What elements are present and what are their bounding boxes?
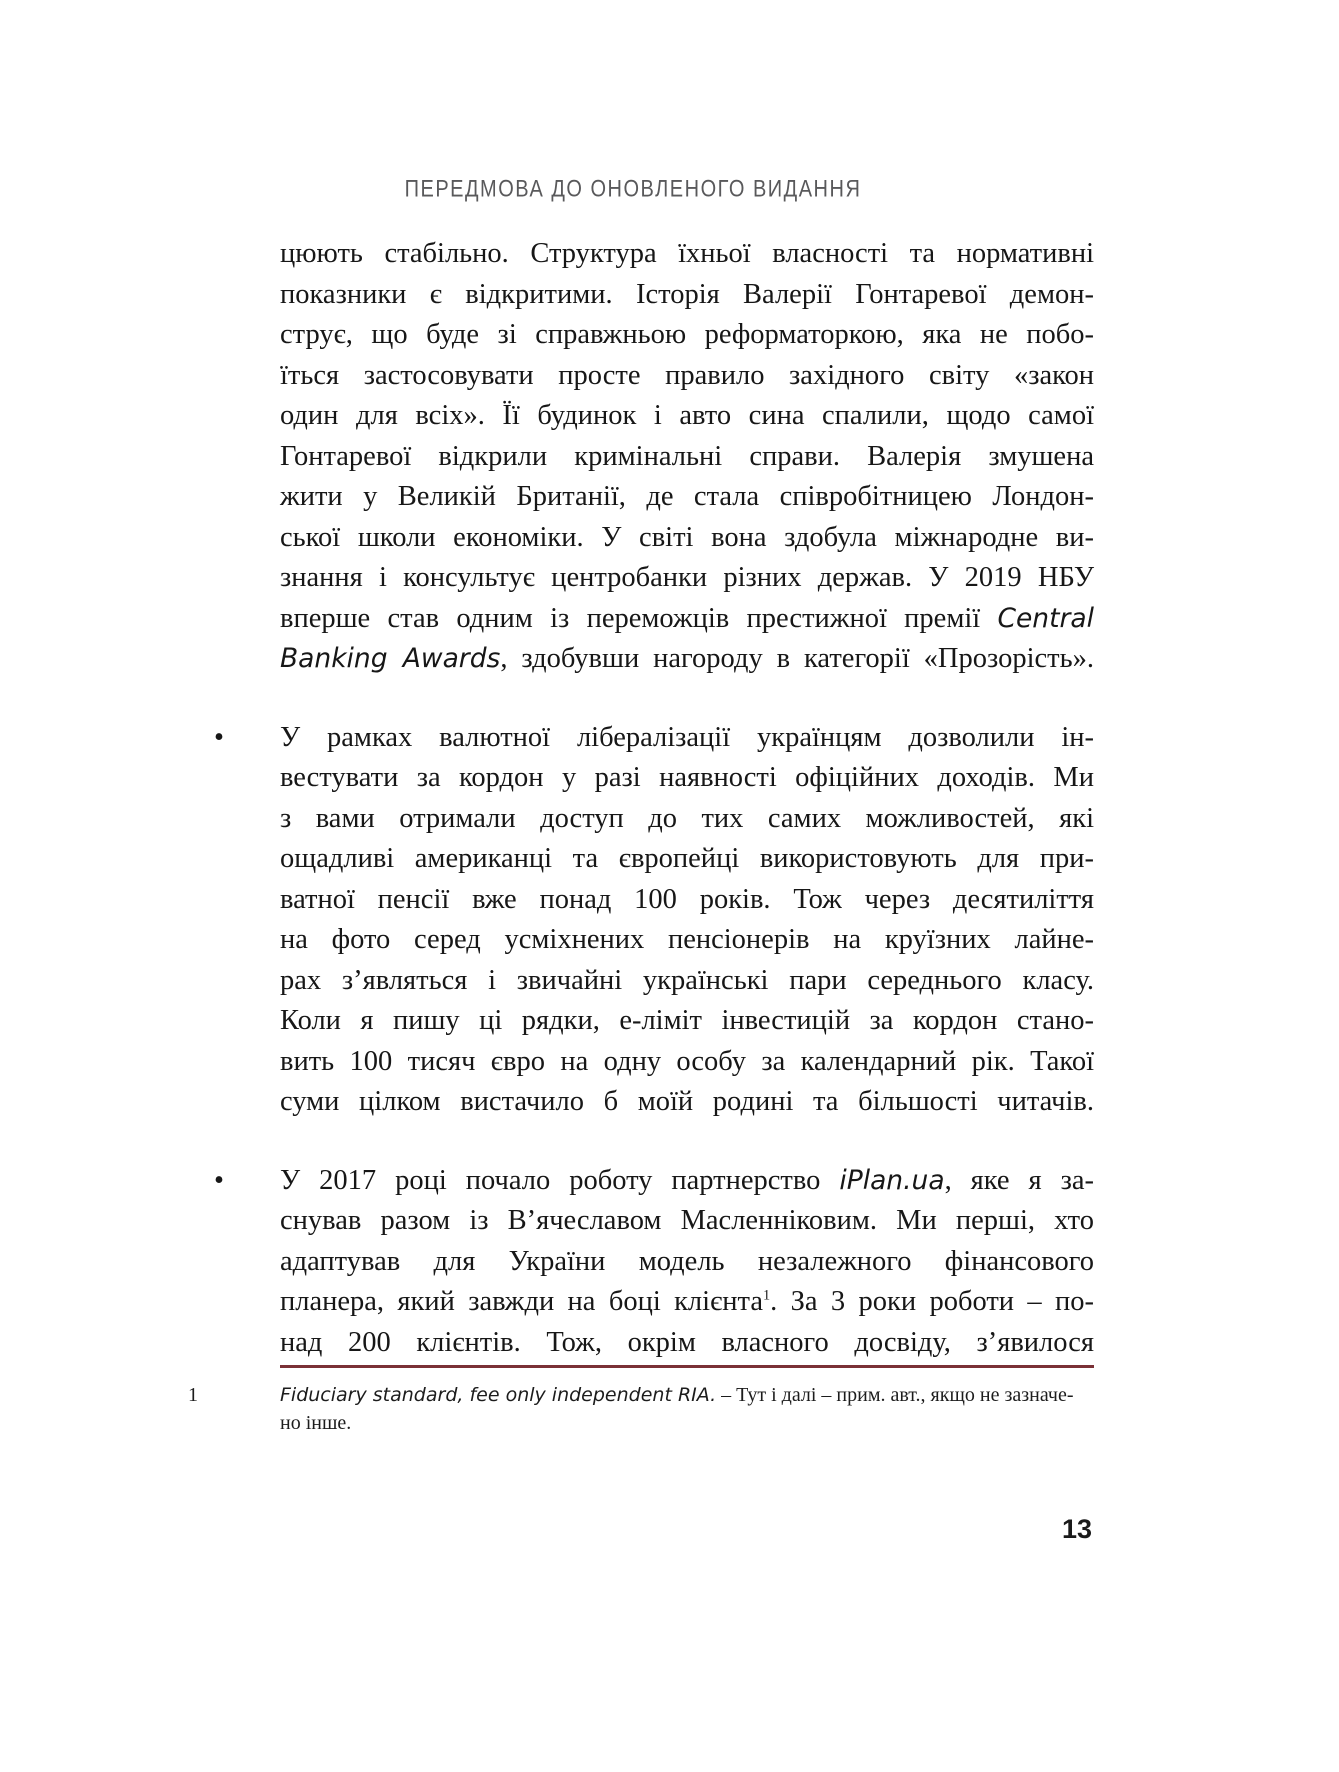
italic-text: Fiduciary standard, fee only independent RIA. [280, 1384, 717, 1406]
text-line [280, 1323, 1094, 1364]
text-segment: Гонтаревої відкрили кримінальні справи. Валерія змушена [280, 440, 1094, 472]
text-segment: Коли я пишу ці рядки, е-ліміт інвестицій за кордон стано- [280, 1005, 1094, 1036]
text-line [280, 1082, 1094, 1123]
text-line [280, 315, 1094, 356]
text-segment: но інше. [280, 1412, 352, 1434]
text-segment: У 2017 році почало роботу партнерство [280, 1164, 840, 1196]
text-segment: ощадливі американці та європейці використовують для при- [280, 843, 1094, 874]
text-line [280, 1282, 1094, 1323]
text-segment: на фото серед усміхнених пенсіонерів на круїзних лайне- [280, 924, 1094, 955]
text-line [280, 1381, 1094, 1409]
paragraph [280, 234, 1094, 680]
text-segment: планера, який завжди на боці клієнта [280, 1286, 764, 1317]
text-line [280, 437, 1094, 478]
text-segment: У рамках валютної лібералізації українцям дозволили ін- [280, 721, 1094, 753]
footnote [188, 1381, 1094, 1437]
text-segment: ватної пенсії вже понад 100 років. Тож через десятиліття [280, 883, 1094, 915]
footnote-text [280, 1381, 1094, 1437]
bullet-paragraph [214, 718, 1094, 1123]
text-segment: . За 3 роки роботи – по- [770, 1286, 1094, 1317]
text-segment: над 200 клієнтів. Тож, окрім власного досвіду, з’явилося [280, 1326, 1094, 1358]
text-segment: , яке я за- [944, 1164, 1095, 1196]
text-segment: вперше став одним із переможців престижної премії [280, 602, 998, 634]
text-segment: адаптував для України модель незалежного фінансового [280, 1245, 1094, 1277]
bullet-marker-icon: • [214, 721, 224, 753]
page-number: 13 [1062, 1514, 1093, 1544]
text-line [280, 477, 1094, 518]
text-block [188, 234, 1095, 1437]
text-line [280, 396, 1094, 437]
text-segment: струє, що буде зі справжньою реформаторкою, яка не побо- [280, 319, 1094, 350]
running-header: ПЕРЕДМОВА ДО ОНОВЛЕНОГО ВИДАННЯ [404, 176, 862, 203]
italic-text: Banking Awards [280, 643, 501, 674]
text-segment: жити у Великій Британії, де стала співробітницею Лондон- [280, 481, 1094, 512]
text-segment: один для всіх». Її будинок і авто сина спалили, щодо самої [280, 400, 1094, 431]
text-line [280, 799, 1094, 840]
text-line [280, 1242, 1094, 1283]
text-line [280, 356, 1094, 397]
text-segment: з вами отримали доступ до тих самих можливостей, які [280, 802, 1094, 834]
text-line [280, 234, 1094, 275]
text-line [280, 599, 1094, 640]
italic-text: iPlan.ua [839, 1164, 945, 1196]
text-segment: показники є відкритими. Історія Валерії Гонтаревої демон- [280, 278, 1094, 310]
footnote-marker: 1 [188, 1384, 198, 1406]
text-segment: цюють стабільно. Структура їхньої власності та нормативні [280, 238, 1094, 269]
text-line [280, 558, 1094, 599]
text-segment: , здобувши нагороду в категорії «Прозорість». [500, 643, 1095, 674]
text-line [280, 1001, 1094, 1042]
text-line [280, 880, 1094, 921]
bullet-paragraph [214, 1161, 1095, 1364]
italic-text: Central [997, 602, 1094, 634]
text-segment: снував разом із В’ячеславом Масленніковим. Ми перші, хто [280, 1205, 1094, 1236]
text-line [280, 275, 1094, 316]
text-segment: рах з’являться і звичайні українські пари середнього класу. [280, 964, 1094, 996]
text-segment: вестувати за кордон у разі наявності офіційних доходів. Ми [280, 762, 1094, 793]
text-segment: – Тут і далі – прим. авт., якщо не зазначе- [716, 1384, 1074, 1406]
text-line [280, 920, 1094, 961]
text-line [280, 1409, 1094, 1437]
text-line [280, 718, 1094, 759]
text-line [280, 1161, 1094, 1202]
text-line [280, 758, 1094, 799]
paragraphs-container [214, 234, 1095, 1363]
text-line [280, 1042, 1094, 1083]
text-line [280, 961, 1094, 1002]
text-segment: суми цілком вистачило б моїй родині та більшості читачів. [280, 1086, 1094, 1117]
text-line [280, 639, 1094, 680]
text-segment: знання і консультує центробанки різних держав. У 2019 НБУ [280, 562, 1094, 593]
footnote-reference: 1 [763, 1287, 771, 1304]
text-line [280, 839, 1094, 880]
text-line [280, 518, 1094, 559]
text-segment: вить 100 тисяч євро на одну особу за календарний рік. Такої [280, 1045, 1094, 1077]
text-segment: їться застосовувати просте правило західного світу «закон [280, 359, 1094, 391]
bullet-marker-icon: • [214, 1164, 224, 1196]
text-line [280, 1201, 1094, 1242]
footnote-divider [280, 1365, 1094, 1368]
text-segment: ської школи економіки. У світі вона здобула міжнародне ви- [280, 521, 1094, 553]
